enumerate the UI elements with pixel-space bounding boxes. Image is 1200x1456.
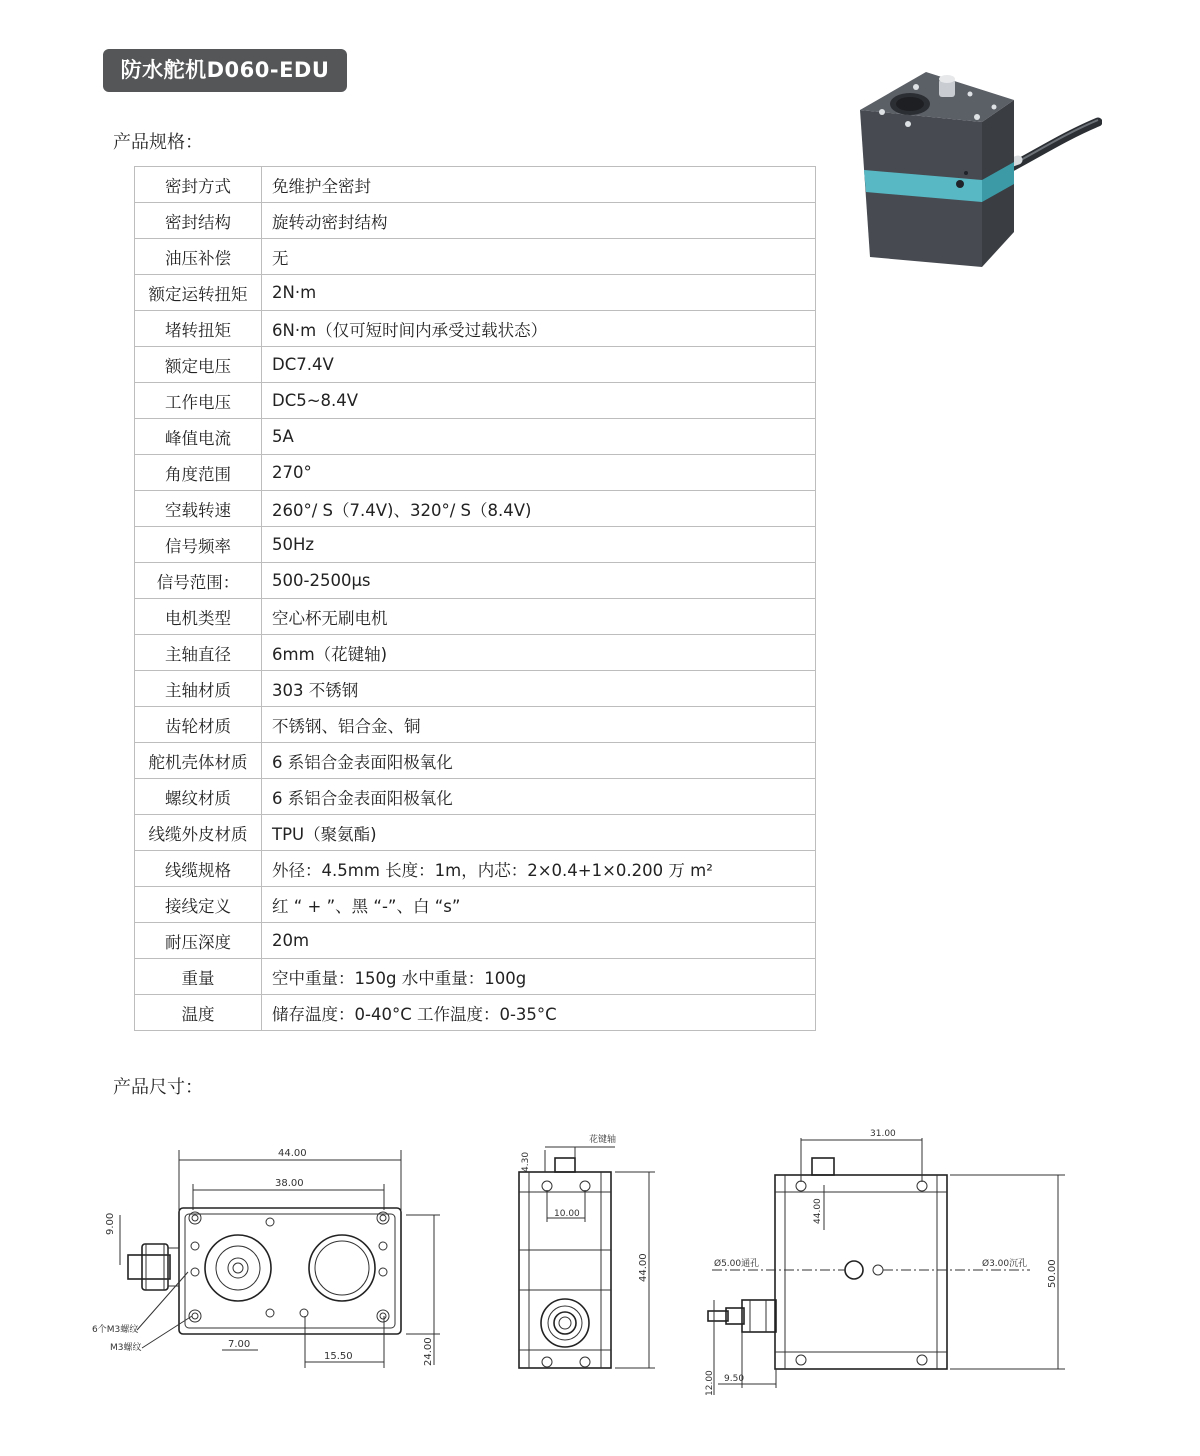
spec-label: 信号范围： [135, 563, 262, 599]
note-hole-5: Ø5.00通孔 [714, 1259, 760, 1269]
spec-row [135, 671, 816, 707]
spec-label: 舵机壳体材质 [135, 743, 262, 779]
dim-44: 44.00 [278, 1148, 307, 1159]
spec-value: 红 “ + ”、黑 “-”、白 “s” [262, 887, 816, 923]
dim-24: 24.00 [423, 1337, 434, 1366]
spec-value: 储存温度：0-40°C 工作温度：0-35°C [262, 995, 816, 1031]
spec-table [134, 166, 816, 1031]
spec-label: 线缆外皮材质 [135, 815, 262, 851]
spec-value: 旋转动密封结构 [262, 203, 816, 239]
spec-value: 无 [262, 239, 816, 275]
spec-value: 20m [262, 923, 816, 959]
dimension-drawing-side-view [505, 1120, 665, 1380]
spec-row [135, 491, 816, 527]
spec-value: 空心杯无刷电机 [262, 599, 816, 635]
spec-row [135, 167, 816, 203]
dimension-heading: 产品尺寸： [113, 1077, 203, 1098]
spec-label: 工作电压 [135, 383, 262, 419]
dimension-drawing-top-view [80, 1120, 450, 1380]
dim-4-30: 4.30 [521, 1151, 531, 1172]
product-photo [852, 62, 1102, 272]
spec-label: 密封结构 [135, 203, 262, 239]
spec-row [135, 527, 816, 563]
page-title: 防水舵机D060-EDU [103, 49, 347, 92]
spec-row [135, 851, 816, 887]
spec-row [135, 275, 816, 311]
note-6xm3: 6个M3螺纹 [92, 1325, 139, 1335]
spec-row [135, 887, 816, 923]
dim-38: 38.00 [275, 1178, 304, 1189]
note-hole-3: Ø3.00沉孔 [982, 1259, 1028, 1269]
spec-label: 角度范围 [135, 455, 262, 491]
spec-row [135, 959, 816, 995]
spec-label: 堵转扭矩 [135, 311, 262, 347]
dim-31: 31.00 [870, 1129, 896, 1139]
spec-row [135, 239, 816, 275]
spec-row [135, 707, 816, 743]
spec-row [135, 311, 816, 347]
spec-row [135, 203, 816, 239]
spec-value: TPU（聚氨酯) [262, 815, 816, 851]
spec-row [135, 815, 816, 851]
spec-heading: 产品规格： [113, 132, 203, 153]
dim-7: 7.00 [228, 1339, 251, 1350]
spec-value: 2N·m [262, 275, 816, 311]
spec-row [135, 743, 816, 779]
spec-label: 耐压深度 [135, 923, 262, 959]
spec-value: 6mm（花键轴) [262, 635, 816, 671]
spec-row [135, 635, 816, 671]
spec-row [135, 779, 816, 815]
spec-value: DC5~8.4V [262, 383, 816, 419]
spec-value: 270° [262, 455, 816, 491]
spec-label: 螺纹材质 [135, 779, 262, 815]
spec-label: 油压补偿 [135, 239, 262, 275]
spec-label: 重量 [135, 959, 262, 995]
spec-row [135, 563, 816, 599]
spec-label: 峰值电流 [135, 419, 262, 455]
note-spline-shaft: 花键轴 [589, 1135, 617, 1145]
spec-label: 温度 [135, 995, 262, 1031]
spec-label: 信号频率 [135, 527, 262, 563]
spec-value: 303 不锈钢 [262, 671, 816, 707]
spec-row [135, 995, 816, 1031]
spec-value: 6 系铝合金表面阳极氧化 [262, 779, 816, 815]
spec-value: 6N·m（仅可短时间内承受过载状态） [262, 311, 816, 347]
spec-value: 空中重量：150g 水中重量：100g [262, 959, 816, 995]
spec-label: 电机类型 [135, 599, 262, 635]
spec-label: 额定电压 [135, 347, 262, 383]
spec-value: 不锈钢、铝合金、铜 [262, 707, 816, 743]
spec-label: 线缆规格 [135, 851, 262, 887]
spec-value: 500-2500μs [262, 563, 816, 599]
spec-value: 5A [262, 419, 816, 455]
dim-44-side: 44.00 [638, 1253, 649, 1282]
spec-label: 空载转速 [135, 491, 262, 527]
spec-value: 6 系铝合金表面阳极氧化 [262, 743, 816, 779]
dim-50: 50.00 [1047, 1259, 1058, 1288]
spec-label: 接线定义 [135, 887, 262, 923]
spec-row [135, 347, 816, 383]
spec-row [135, 455, 816, 491]
dimension-drawing-front-view [700, 1120, 1070, 1400]
spec-row [135, 383, 816, 419]
spec-value: 免维护全密封 [262, 167, 816, 203]
dim-10: 10.00 [554, 1209, 580, 1219]
dim-44-front: 44.00 [813, 1198, 823, 1224]
dim-12: 12.00 [705, 1370, 715, 1396]
spec-label: 主轴直径 [135, 635, 262, 671]
spec-value: 260°/ S（7.4V)、320°/ S（8.4V) [262, 491, 816, 527]
note-m3: M3螺纹 [110, 1343, 142, 1353]
spec-label: 密封方式 [135, 167, 262, 203]
spec-row [135, 923, 816, 959]
spec-row [135, 419, 816, 455]
dim-9: 9.00 [105, 1212, 116, 1235]
spec-label: 额定运转扭矩 [135, 275, 262, 311]
spec-label: 齿轮材质 [135, 707, 262, 743]
spec-value: 外径：4.5mm 长度：1m，内芯：2×0.4+1×0.200 万 m² [262, 851, 816, 887]
spec-row [135, 599, 816, 635]
dim-15-50: 15.50 [324, 1351, 353, 1362]
spec-value: 50Hz [262, 527, 816, 563]
spec-value: DC7.4V [262, 347, 816, 383]
spec-label: 主轴材质 [135, 671, 262, 707]
dim-9-50: 9.50 [724, 1374, 745, 1384]
